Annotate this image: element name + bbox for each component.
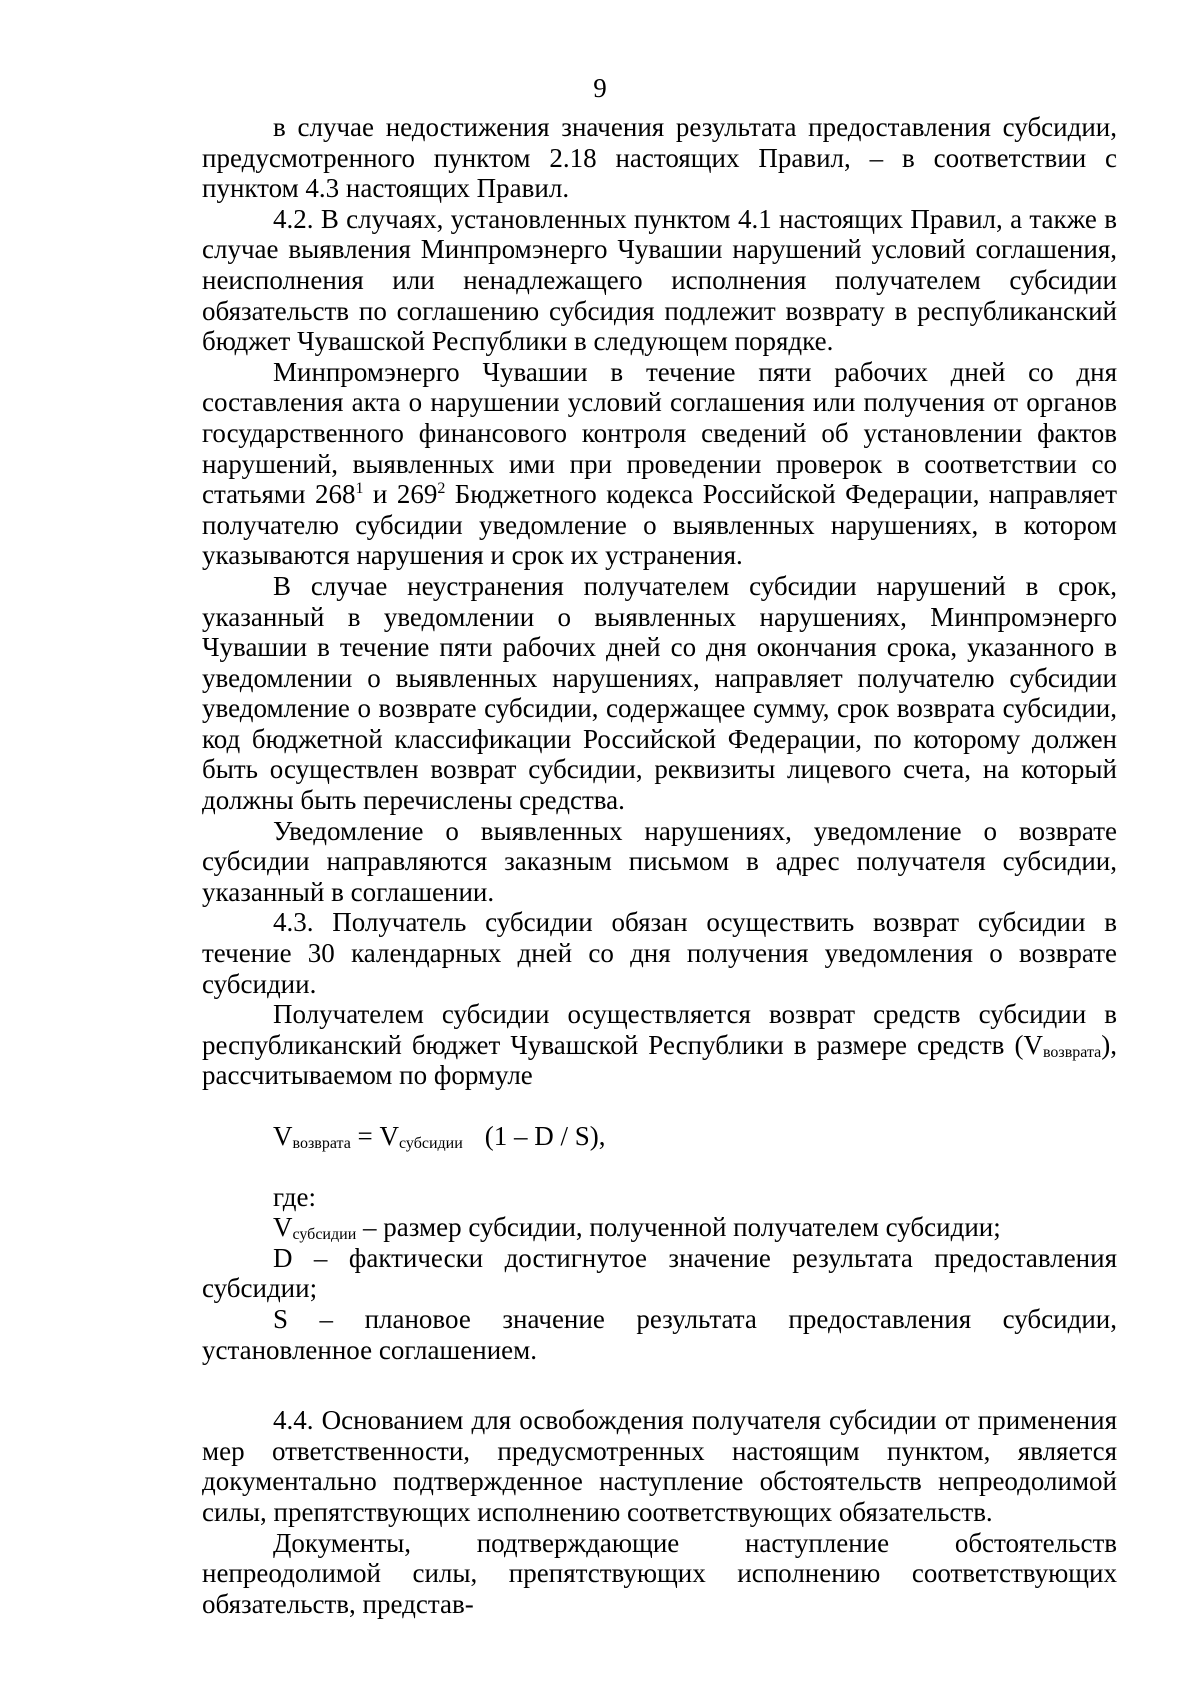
paragraph-4-2: 4.2. В случаях, установленных пунктом 4.1 настоящих Правил, а также в случае выявления Минпромэнерго Чувашии нарушений условий соглашения, неисполнения или ненадлежащего исполнения получателем субсидии обязательств по соглашению субсидия подлежит возврату в республиканский бюджет Чувашской Республики в следующем порядке. [202, 203, 1117, 357]
where-label: где: [273, 1181, 316, 1212]
definition-v-subsidy: $V_{субсидии}$ – размер субсидии, полученной получателем субсидии; [273, 1212, 1001, 1244]
superscript-1: 1 [355, 480, 364, 498]
paragraph-3: Минпромэнерго Чувашии в течение пяти рабочих дней со дня составления акта о нарушении условий соглашения или получения от органов государственного финансового контроля сведений об установлении фактов нарушений, выявленных ими при проведении проверок в соответствии со статьями $268^1$ и $269^2$ Бюджетного кодекса Российской Федерации, направляет получателю субсидии уведомление о выявленных нарушениях, в котором указываются нарушения и срок их устранения. [202, 356, 1117, 571]
paragraph-5: Уведомление о выявленных нарушениях, уведомление о возврате субсидии направляются заказным письмом в адрес получателя субсидии, указанный в соглашении. [202, 815, 1117, 907]
definition-s: S – плановое значение результата предоставления субсидии, установленное соглашением. [202, 1303, 1117, 1365]
paragraph-9: Документы, подтверждающие наступление обстоятельств непреодолимой силы, препятствующих исполнению соответствующих обязательств, представ- [202, 1527, 1117, 1619]
document-body [202, 112, 1117, 1619]
definition-d: D – фактически достигнутое значение результата предоставления субсидии; [202, 1242, 1117, 1304]
formula: $V_{возврата} = V_{субсидии}$ (1 – D / S), [273, 1121, 606, 1152]
superscript-2: 2 [437, 480, 446, 498]
paragraph-7: Получателем субсидии осуществляется возврат средств субсидии в республиканский бюджет Чувашской Республики в размере средств $(V_{возврата})$, рассчитываемом по формуле [202, 999, 1117, 1091]
page-number: 9 [593, 73, 607, 103]
paragraph-4: В случае неустранения получателем субсидии нарушений в срок, указанный в уведомлении о выявленных нарушениях, Минпромэнерго Чувашии в течение пяти рабочих дней со дня окончания срока, указанного в уведомлении о выявленных нарушениях, направляет получателю субсидии уведомление о возврате субсидии, содержащее сумму, срок возврата субсидии, код бюджетной классификации Российской Федерации, по которому должен быть осуществлен возврат субсидии, реквизиты лицевого счета, на который должны быть перечислены средства. [202, 570, 1117, 816]
paragraph-4-4: 4.4. Основанием для освобождения получателя субсидии от применения мер ответственности, предусмотренных настоящим пунктом, является документально подтвержденное наступление обстоятельств непреодолимой силы, препятствующих исполнению соответствующих обязательств. [202, 1405, 1117, 1527]
paragraph-1: в случае недостижения значения результата предоставления субсидии, предусмотренного пунктом 2.18 настоящих Правил, – в соответствии с пунктом 4.3 настоящих Правил. [202, 112, 1117, 204]
paragraph-4-3: 4.3. Получатель субсидии обязан осуществить возврат субсидии в течение 30 календарных дней со дня получения уведомления о возврате субсидии. [202, 907, 1117, 999]
